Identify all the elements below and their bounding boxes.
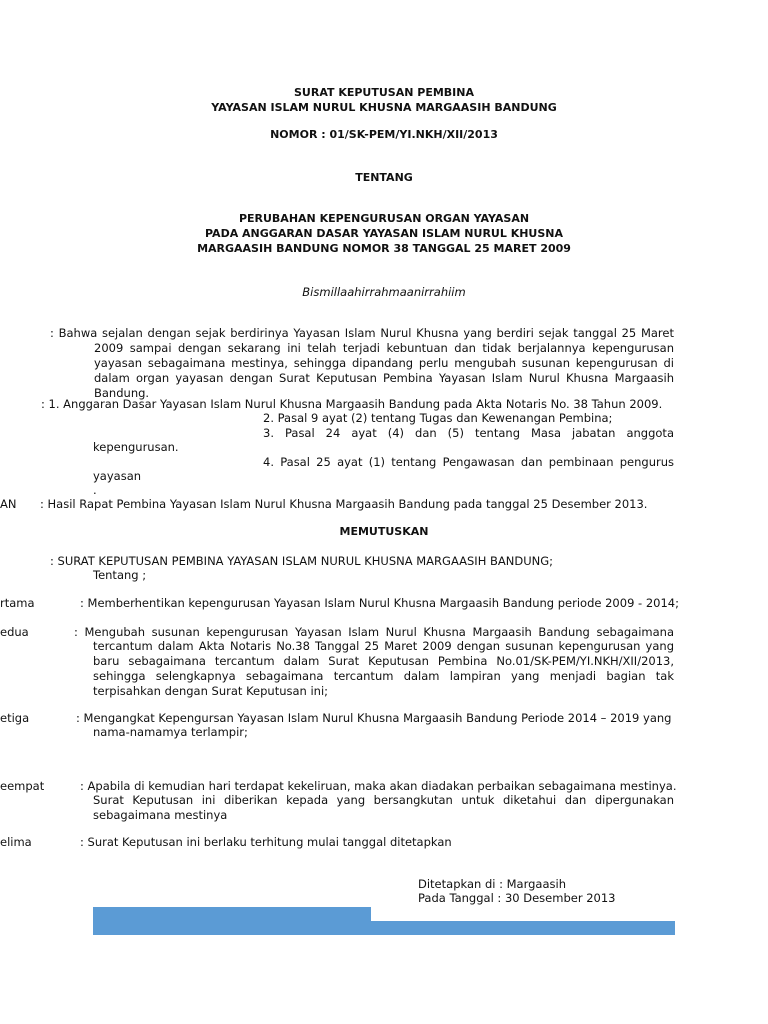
- mengingat-item-4-cont: yayasan: [93, 469, 142, 483]
- clause-cont-keempat: Surat Keputusan ini diberikan kepada yang bersangkutan untuk diketahui dan dipergunakan sebagaimana mestinya: [93, 793, 674, 822]
- clause-label-kedua: edua: [0, 625, 29, 639]
- mengingat-item-4: 4. Pasal 25 ayat (1) tentang Pengawasan dan pembinaan pengurus: [263, 455, 674, 469]
- clause-text-ketiga: : Mengangkat Kepengursan Yayasan Islam Nurul Khusna Margaasih Bandung Periode 2014 – 2019 yang: [76, 711, 672, 725]
- doc-title-line1: SURAT KEPUTUSAN PEMBINA: [294, 86, 474, 99]
- menimbang-block: [50, 326, 674, 401]
- clause-label-pertama: rtama: [0, 596, 35, 610]
- doc-title-line2: YAYASAN ISLAM NURUL KHUSNA MARGAASIH BANDUNG: [211, 101, 557, 114]
- doc-number: NOMOR : 01/SK-PEM/YI.NKH/XII/2013: [270, 128, 498, 141]
- clause-text-kedua: : Mengubah susunan kepengurusan Yayasan Islam Nurul Khusna Margaasih Bandung sebagaimana: [74, 625, 674, 639]
- subject-line2: PADA ANGGARAN DASAR YAYASAN ISLAM NURUL KHUSNA: [205, 227, 563, 240]
- memperhatikan-text: : Hasil Rapat Pembina Yayasan Islam Nurul Khusna Margaasih Bandung pada tanggal 25 Desember 2013.: [40, 497, 648, 511]
- clause-text-keempat: : Apabila di kemudian hari terdapat kekeliruan, maka akan diadakan perbaikan sebagaimana mestinya.: [80, 779, 677, 793]
- bismillah: Bismillaahirrahmaanirrahiim: [302, 285, 466, 299]
- clause-cont-ketiga: nama-namamya terlampir;: [93, 725, 248, 739]
- pada-tanggal: Pada Tanggal : 30 Desember 2013: [418, 891, 616, 905]
- clause-text-kelima: : Surat Keputusan ini berlaku terhitung mulai tanggal ditetapkan: [80, 835, 452, 849]
- ditetapkan-di: Ditetapkan di : Margaasih: [418, 877, 566, 891]
- memperhatikan-label: AN: [0, 497, 17, 511]
- memutuskan-heading: MEMUTUSKAN: [339, 525, 429, 538]
- mengingat-item-4-dot: .: [93, 483, 97, 497]
- menetapkan-text: : SURAT KEPUTUSAN PEMBINA YAYASAN ISLAM NURUL KHUSNA MARGAASIH BANDUNG;: [50, 554, 554, 568]
- clause-text-pertama: : Memberhentikan kepengurusan Yayasan Islam Nurul Khusna Margaasih Bandung periode 2009 - 2014;: [80, 596, 679, 610]
- menetapkan-tentang: Tentang ;: [93, 568, 147, 582]
- mengingat-item-3-cont: kepengurusan.: [93, 440, 179, 454]
- tentang-heading: TENTANG: [355, 171, 413, 184]
- mengingat-item-3: 3. Pasal 24 ayat (4) dan (5) tentang Masa jabatan anggota: [263, 426, 674, 440]
- clause-cont-kedua: tercantum dalam Akta Notaris No.38 Tanggal 25 Maret 2009 dengan susunan kepengurusan yang baru sebagaimana tercantum dalam Surat Keputusan Pembina No.01/SK-PEM/YI.NKH/XII/2013, sehingga selengkapnya sebagaimana tercantum dalam lampiran yang menjadi bagian tak terpisahkan dengan Surat Keputusan ini;: [93, 639, 674, 698]
- mengingat-item-2: 2. Pasal 9 ayat (2) tentang Tugas dan Kewenangan Pembina;: [263, 411, 613, 425]
- subject-line1: PERUBAHAN KEPENGURUSAN ORGAN YAYASAN: [238, 212, 530, 225]
- mengingat-item-1: : 1. Anggaran Dasar Yayasan Islam Nurul Khusna Margaasih Bandung pada Akta Notaris No. 38 Tahun 2009.: [41, 397, 663, 411]
- decorative-bar-left: [93, 907, 371, 935]
- clause-label-kelima: elima: [0, 835, 32, 849]
- clause-label-ketiga: etiga: [0, 711, 30, 725]
- decorative-bar-right: [371, 921, 675, 935]
- subject-line3: MARGAASIH BANDUNG NOMOR 38 TANGGAL 25 MARET 2009: [197, 242, 571, 255]
- menimbang-text: : Bahwa sejalan dengan sejak berdirinya Yayasan Islam Nurul Khusna yang berdiri sejak tanggal 25 Maret 2009 sampai dengan sekarang ini telah terjadi kebuntuan dan tidak berjalannya kepengurusan yayasan sebagaimana mestinya, sehingga dipandang perlu mengubah susunan kepengurusan di dalam organ yayasan dengan Surat Keputusan Pembina Yayasan Islam Nurul Khusna Margaasih Bandung.: [50, 326, 674, 400]
- clause-label-keempat: eempat: [0, 779, 45, 793]
